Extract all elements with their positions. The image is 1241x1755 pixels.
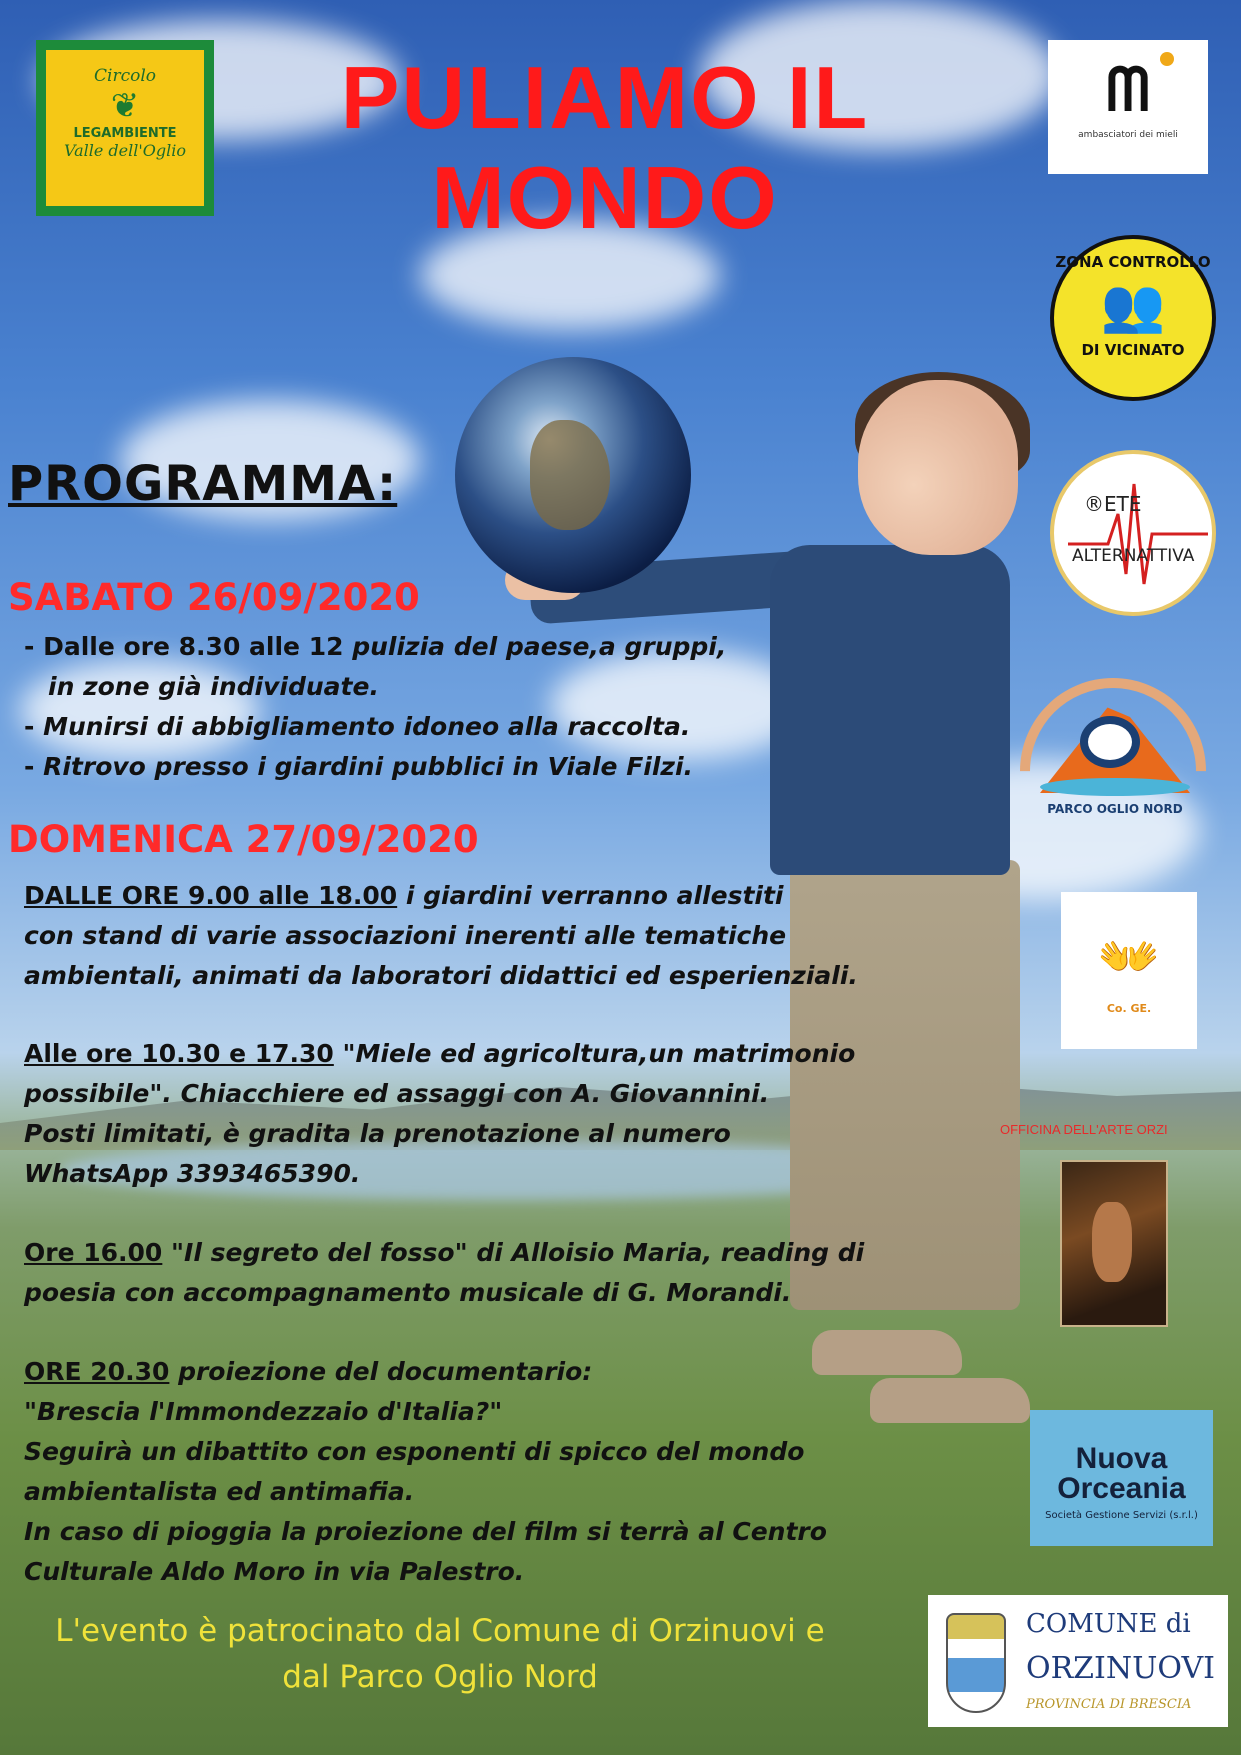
honey-dot-icon (1160, 52, 1174, 66)
time-lead: Ore 16.00 (24, 1238, 163, 1267)
block-text: possibile". Chiacchiere ed assaggi con A. Giovannini. (24, 1079, 770, 1108)
nuova-line-2: Orceania (1057, 1472, 1186, 1505)
officina-label: OFFICINA DELL'ARTE ORZI (1000, 1122, 1168, 1137)
zona-controllo-vicinato-logo (1050, 235, 1216, 401)
sabato-line (24, 747, 726, 787)
sabato-line (24, 627, 726, 667)
block-text: Culturale Aldo Moro in via Palestro. (24, 1557, 525, 1586)
painting-figure (1092, 1202, 1132, 1282)
sabato-heading: SABATO 26/09/2020 (8, 576, 420, 619)
rete-alternattiva-logo (1050, 450, 1216, 616)
ambasciatori-sub: ambasciatori dei mieli (1078, 130, 1178, 140)
legambiente-circolo: Circolo (94, 66, 156, 86)
people-silhouette-icon: 👥 (1100, 276, 1166, 336)
swan-icon: ❦ (110, 86, 140, 126)
patronage-note (0, 1608, 880, 1700)
rete-line-2: ALTERNATTIVA (1072, 546, 1195, 566)
block-text: proiezione del documentario: (169, 1357, 593, 1386)
block-text: WhatsApp 3393465390. (24, 1159, 361, 1188)
boy-shoe (870, 1378, 1030, 1423)
zona-top-text: ZONA CONTROLLO (1055, 253, 1211, 271)
time-lead: Alle ore 10.30 e 17.30 (24, 1039, 334, 1068)
domenica-block-2 (24, 1034, 855, 1194)
block-text: "Il segreto del fosso" di Alloisio Maria, reading di (162, 1238, 865, 1267)
block-text: Seguirà un dibattito con esponenti di spicco del mondo (24, 1437, 805, 1466)
comune-line-2: ORZINUOVI (1026, 1651, 1215, 1686)
title-line-1: PULIAMO IL (340, 48, 870, 147)
title-line-2: MONDO (431, 148, 779, 247)
people-raised-arms-icon: 👐 (1097, 928, 1161, 986)
sabato-line-prefix: - (24, 712, 44, 741)
zona-bottom-text: DI VICINATO (1081, 341, 1185, 359)
sabato-line-italic: in zone già individuate. (48, 672, 379, 701)
comune-orzinuovi-logo (928, 1595, 1228, 1727)
comune-line-3: PROVINCIA DI BRESCIA (1026, 1697, 1192, 1712)
block-text: "Brescia l'Immondezzaio d'Italia?" (24, 1397, 503, 1426)
nuova-orceania-logo (1030, 1410, 1213, 1546)
sabato-line-italic: Ritrovo presso i giardini pubblici in Viale Filzi. (43, 752, 694, 781)
legambiente-logo (36, 40, 214, 216)
comune-line-1: COMUNE di (1026, 1609, 1191, 1639)
coge-label: Co. GE. (1106, 1002, 1152, 1015)
tree-icon (1080, 716, 1140, 768)
domenica-block-4 (24, 1352, 827, 1592)
patronage-line-1: L'evento è patrocinato dal Comune di Orzinuovi e (55, 1613, 825, 1649)
parco-oglio-nord-logo (1020, 678, 1210, 823)
domenica-block-3 (24, 1233, 864, 1313)
sabato-line (24, 707, 726, 747)
time-lead: ORE 20.30 (24, 1357, 170, 1386)
officina-painting-image (1060, 1160, 1168, 1327)
sabato-line-prefix: - (24, 752, 44, 781)
patronage-line-2: dal Parco Oglio Nord (282, 1659, 598, 1695)
sabato-schedule (24, 627, 726, 787)
ami-mark-icon: ᗰ (1106, 55, 1150, 125)
block-text: "Miele ed agricoltura,un matrimonio (333, 1039, 856, 1068)
coat-of-arms-icon (946, 1613, 1006, 1713)
block-text: ambientali, animati da laboratori didattici ed esperienziali. (24, 961, 858, 990)
sabato-line-italic: Munirsi di abbigliamento idoneo alla raccolta. (43, 712, 691, 741)
boy-shirt (770, 545, 1010, 875)
block-text: ambientalista ed antimafia. (24, 1477, 415, 1506)
sabato-line-italic: pulizia del paese,a gruppi, (352, 632, 727, 661)
nuova-sub: Società Gestione Servizi (s.r.l.) (1045, 1510, 1198, 1521)
block-text: Posti limitati, è gradita la prenotazione al numero (24, 1119, 731, 1148)
parco-label: PARCO OGLIO NORD (1047, 802, 1183, 816)
domenica-heading: DOMENICA 27/09/2020 (8, 818, 479, 861)
river-shape (1040, 778, 1190, 796)
nuova-line-1: Nuova (1075, 1442, 1168, 1475)
coge-logo (1061, 892, 1197, 1049)
legambiente-place: Valle dell'Oglio (64, 141, 186, 160)
sabato-line-prefix: - Dalle ore 8.30 alle 12 (24, 632, 353, 661)
time-lead: DALLE ORE 9.00 alle 18.00 (24, 881, 398, 910)
sabato-line (24, 667, 726, 707)
block-text: poesia con accompagnamento musicale di G. Morandi. (24, 1278, 792, 1307)
programma-heading: PROGRAMMA: (8, 456, 398, 512)
legambiente-name: LEGAMBIENTE (73, 126, 177, 141)
boy-shoe (812, 1330, 962, 1375)
domenica-block-1 (24, 876, 858, 996)
ambasciatori-mieli-logo (1048, 40, 1208, 174)
page-title (270, 48, 940, 248)
boy-face (858, 380, 1018, 555)
rete-line-1: ®ETE (1084, 492, 1142, 516)
block-text: con stand di varie associazioni inerenti alle tematiche (24, 921, 787, 950)
block-text: In caso di pioggia la proiezione del film si terrà al Centro (24, 1517, 827, 1546)
globe-continent (530, 420, 610, 530)
block-text: i giardini verranno allestiti (397, 881, 784, 910)
